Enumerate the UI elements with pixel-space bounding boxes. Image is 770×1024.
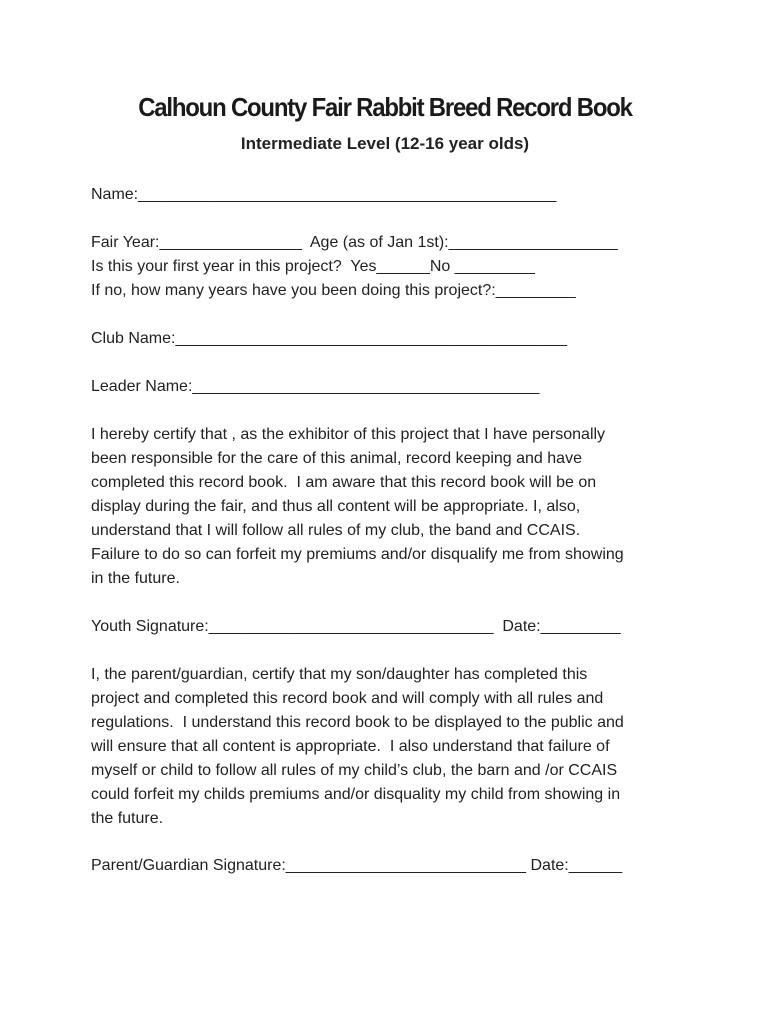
club-name-field[interactable]: Club Name:____________________________________________ [91,330,568,347]
parent-cert-line: the future. [91,810,164,827]
exhibitor-cert-line: in the future. [91,570,180,587]
exhibitor-cert-line: been responsible for the care of this animal, record keeping and have [91,450,582,467]
name-field[interactable]: Name:_______________________________________________ [91,186,557,203]
youth-signature-field[interactable]: Youth Signature:________________________________ Date:_________ [91,618,621,635]
parent-cert-line: I, the parent/guardian, certify that my son/daughter has completed this [91,666,588,683]
exhibitor-cert-line: completed this record book. I am aware that this record book will be on [91,474,597,491]
parent-cert-line: project and completed this record book and will comply with all rules and [91,690,604,707]
parent-cert-line: could forfeit my childs premiums and/or disquality my child from showing in [91,786,621,803]
parent-signature-field[interactable]: Parent/Guardian Signature:___________________________ Date:______ [91,857,623,874]
exhibitor-cert-line: understand that I will follow all rules of my club, the band and CCAIS. [91,522,581,539]
parent-certification [91,663,691,831]
leader-name-field[interactable]: Leader Name:_______________________________________ [91,378,540,395]
fair-year-age-field[interactable]: Fair Year:________________ Age (as of Jan 1st):___________________ [91,234,618,251]
parent-cert-line: myself or child to follow all rules of my child’s club, the barn and /or CCAIS [91,762,618,779]
parent-cert-line: regulations. I understand this record book to be displayed to the public and [91,714,624,731]
exhibitor-cert-line: display during the fair, and thus all content will be appropriate. I, also, [91,498,581,515]
first-year-field[interactable]: Is this your first year in this project? Yes______No _________ [91,258,535,275]
document-subtitle: Intermediate Level (12-16 year olds) [240,134,530,153]
exhibitor-certification [91,423,691,591]
exhibitor-cert-line: I hereby certify that , as the exhibitor of this project that I have personally [91,426,606,443]
parent-cert-line: will ensure that all content is appropriate. I also understand that failure of [91,738,610,755]
document-title: Calhoun County Fair Rabbit Breed Record Book [138,92,632,122]
exhibitor-cert-line: Failure to do so can forfeit my premiums and/or disqualify me from showing [91,546,624,563]
years-doing-field[interactable]: If no, how many years have you been doing this project?:_________ [91,282,576,299]
